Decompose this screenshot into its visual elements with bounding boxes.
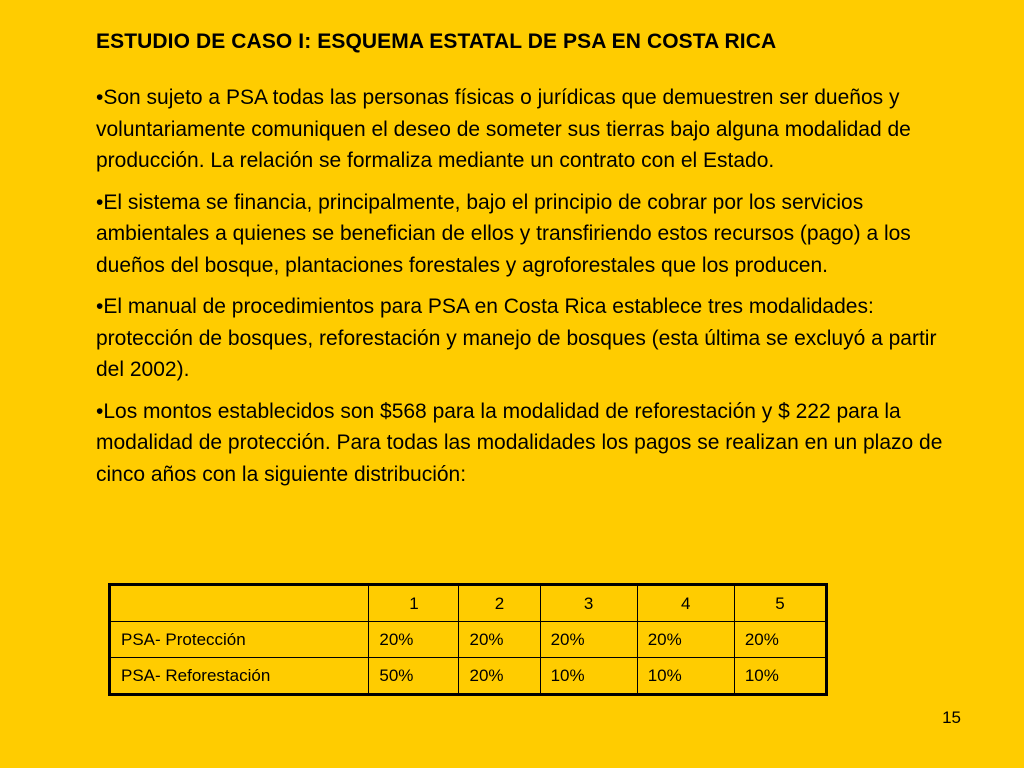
page-number: 15 — [942, 708, 961, 727]
table-row-label: PSA- Protección — [110, 622, 369, 658]
table-cell: 20% — [637, 622, 734, 658]
table-header-cell: 1 — [369, 585, 459, 622]
table-cell: 20% — [369, 622, 459, 658]
table-header-cell — [110, 585, 369, 622]
bullet-list — [96, 82, 966, 500]
table-cell: 50% — [369, 658, 459, 695]
bullet-item: •El manual de procedimientos para PSA en Costa Rica establece tres modalidades: protección de bosques, reforestación y manejo de bosques (esta última se excluyó a partir del 2002). — [96, 295, 937, 381]
table-row-label: PSA- Reforestación — [110, 658, 369, 695]
table-cell: 20% — [734, 622, 826, 658]
table-header-cell: 3 — [540, 585, 637, 622]
table-cell: 10% — [637, 658, 734, 695]
table-cell: 20% — [540, 622, 637, 658]
bullet-item: •Son sujeto a PSA todas las personas físicas o jurídicas que demuestren ser dueños y voluntariamente comuniquen el deseo de someter sus tierras bajo alguna modalidad de producción. La relación se formaliza mediante un contrato con el Estado. — [96, 86, 911, 172]
table-header-row — [110, 585, 827, 622]
table-cell: 10% — [734, 658, 826, 695]
bullet-item: •Los montos establecidos son $568 para la modalidad de reforestación y $ 222 para la modalidad de protección. Para todas las modalidades los pagos se realizan en un plazo de cinco años con la siguiente distribución: — [96, 399, 943, 486]
table-cell: 20% — [459, 622, 540, 658]
table-row — [110, 658, 827, 695]
table-header-cell: 5 — [734, 585, 826, 622]
bullet-item: •El sistema se financia, principalmente, bajo el principio de cobrar por los servicios ambientales a quienes se benefician de ellos y transfiriendo estos recursos (pago) a los dueños del bosque, plantaciones forestales y agroforestales que los producen. — [96, 190, 911, 277]
table-cell: 20% — [459, 658, 540, 695]
payment-distribution-table — [108, 583, 828, 696]
table-row — [110, 622, 827, 658]
table-cell: 10% — [540, 658, 637, 695]
table-header-cell: 2 — [459, 585, 540, 622]
slide-title: ESTUDIO DE CASO I: ESQUEMA ESTATAL DE PSA EN COSTA RICA — [96, 30, 777, 53]
table-header-cell: 4 — [637, 585, 734, 622]
